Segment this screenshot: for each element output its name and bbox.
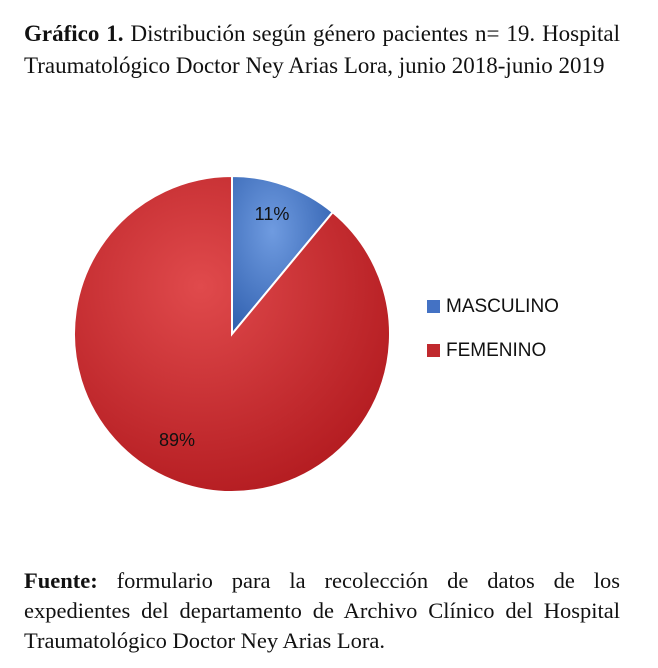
pie-chart: [0, 160, 658, 510]
chart-caption: [24, 18, 620, 82]
source-note: [24, 566, 620, 656]
caption-label: Gráfico 1.: [24, 21, 124, 46]
source-text: formulario para la recolección de datos de los expedientes del departamento de Archivo Clínico del Hospital Traumatológico Doctor Ney Arias Lora.: [24, 568, 620, 653]
caption-text: Distribución según género pacientes n= 19. Hospital Traumatológico Doctor Ney Arias Lora, junio 2018-junio 2019: [24, 21, 621, 78]
legend-label-masculino: MASCULINO: [446, 296, 559, 317]
pie-slice-femenino: [74, 176, 390, 492]
chart-legend: [427, 296, 559, 361]
data-label-masculino: 11%: [254, 204, 290, 224]
data-label-femenino: 89%: [158, 430, 196, 450]
legend-label-femenino: FEMENINO: [446, 340, 547, 361]
source-label: Fuente:: [24, 568, 98, 593]
legend-swatch-femenino: [427, 344, 440, 357]
pie-slices: [74, 176, 390, 492]
legend-swatch-masculino: [427, 300, 440, 313]
